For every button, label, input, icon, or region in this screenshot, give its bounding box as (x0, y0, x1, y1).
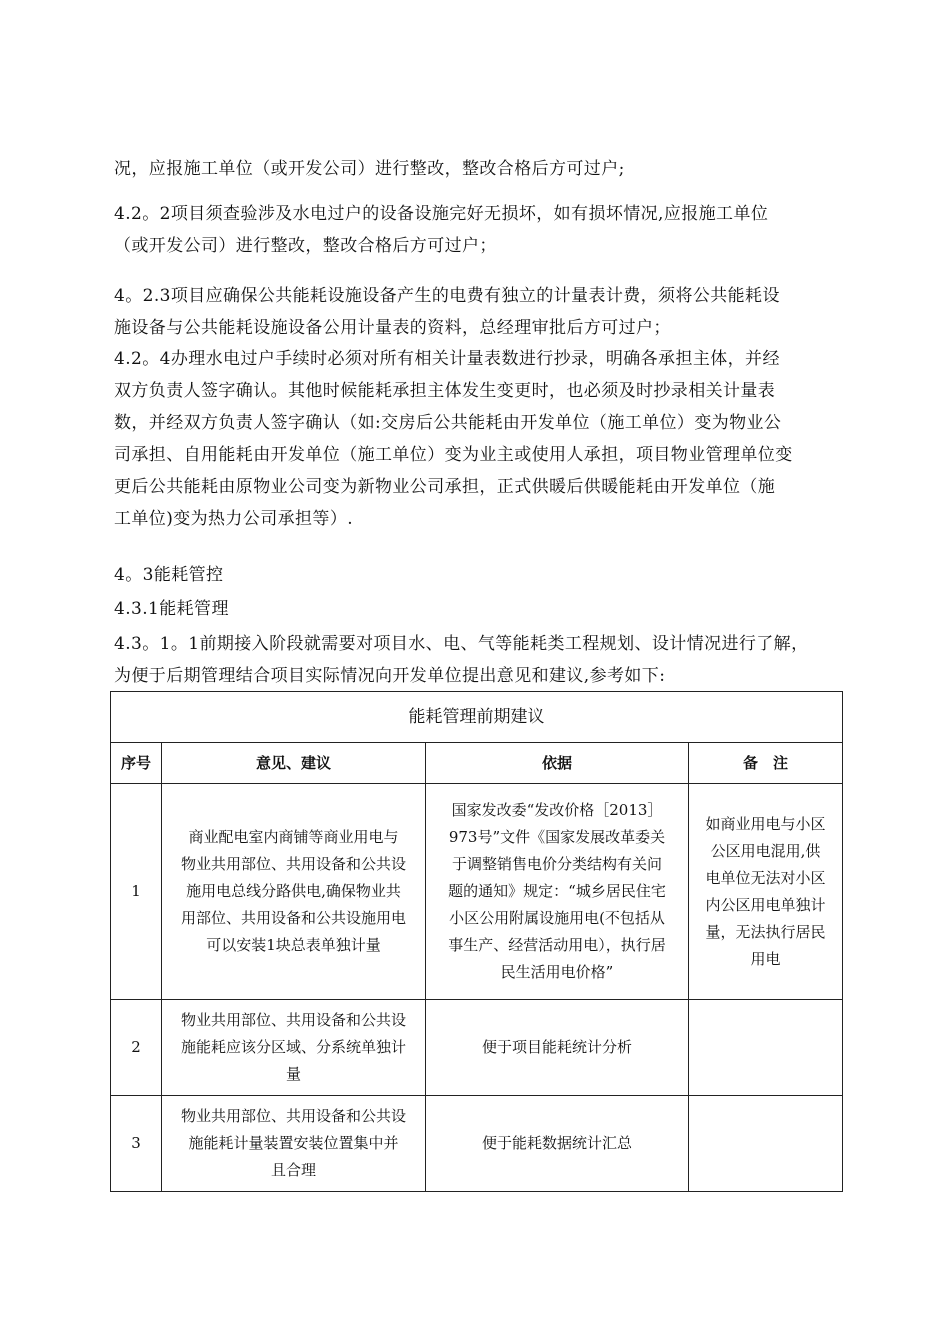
cell-line: 量 (285, 1065, 301, 1083)
text-line: 工单位)变为热力公司承担等）. (114, 509, 354, 529)
cell-line: 物业共用部位、共用设备和公共设 (180, 1011, 406, 1029)
text-line: 4。2.3项目应确保公共能耗设施设备产生的电费有独立的计量表计费，须将公共能耗设 (114, 286, 780, 306)
row-number: 3 (111, 1096, 162, 1192)
basis-cell (426, 784, 689, 1000)
cell-line: 便于能耗数据统计汇总 (481, 1134, 632, 1152)
suggestion-cell (162, 1096, 426, 1192)
cell-line: 量，无法执行居民 (705, 922, 826, 941)
cell-line: 内公区用电单独计 (705, 895, 826, 914)
table-row (111, 1096, 843, 1192)
basis-cell (426, 1096, 689, 1192)
header-remark: 备 注 (689, 743, 843, 784)
cell-line: 于调整销售电价分类结构有关问 (451, 855, 662, 873)
cell-line: 民生活用电价格” (500, 963, 614, 981)
suggestion-cell (162, 1000, 426, 1096)
heading-4-3-1 (114, 593, 844, 625)
text-line: 数，并经双方负责人签字确认（如:交房后公共能耗由开发单位（施工单位）变为物业公 (114, 413, 782, 433)
cell-line: 用电 (750, 949, 781, 968)
text-line: （或开发公司）进行整改，整改合格后方可过户； (114, 236, 497, 256)
basis-cell (426, 1000, 689, 1096)
suggestion-cell (162, 784, 426, 1000)
heading-4-3 (114, 559, 844, 591)
paragraph-rectification (114, 153, 844, 185)
text-line: 4.3。1。1前期接入阶段就需要对项目水、电、气等能耗类工程规划、设计情况进行了解， (114, 634, 809, 654)
cell-line: 且合理 (270, 1161, 316, 1179)
table-caption: 能耗管理前期建议 (111, 692, 843, 743)
text-line: 况，应报施工单位（或开发公司）进行整改，整改合格后方可过户; (114, 159, 625, 179)
remark-cell (689, 784, 843, 1000)
header-basis: 依据 (426, 743, 689, 784)
cell-line: 小区公用附属设施用电(不包括从 (449, 909, 665, 927)
text-line: 为便于后期管理结合项目实际情况向开发单位提出意见和建议,参考如下: (114, 666, 666, 686)
cell-line: 公区用电混用,供 (710, 841, 821, 860)
energy-management-table (110, 691, 843, 1192)
cell-line: 如商业用电与小区 (705, 814, 826, 833)
paragraph-4-2-3 (114, 280, 844, 344)
row-number: 1 (111, 784, 162, 1000)
header-no: 序号 (111, 743, 162, 784)
section-heading: 4.3.1能耗管理 (114, 599, 229, 619)
text-line: 更后公共能耗由原物业公司变为新物业公司承担，正式供暖后供暖能耗由开发单位（施 (114, 477, 776, 497)
cell-line: 用部位、共用设备和公共设施用电 (180, 909, 406, 927)
table-row (111, 1000, 843, 1096)
text-line: 4.2。2项目须查验涉及水电过户的设备设施完好无损坏，如有损坏情况,应报施工单位 (114, 204, 769, 224)
cell-line: 施能耗应该分区域、分系统单独计 (180, 1038, 406, 1056)
cell-line: 973号”文件《国家发展改革委关 (448, 828, 666, 846)
cell-line: 物业共用部位、共用设备和公共设 (180, 1107, 406, 1125)
text-line: 双方负责人签字确认。其他时候能耗承担主体发生变更时，也必须及时抄录相关计量表 (114, 381, 776, 401)
text-line: 4.2。4办理水电过户手续时必须对所有相关计量表数进行抄录，明确各承担主体，并经 (114, 349, 780, 369)
remark-cell (689, 1096, 843, 1192)
cell-line: 便于项目能耗统计分析 (481, 1038, 632, 1056)
cell-line: 商业配电室内商铺等商业用电与 (188, 828, 399, 846)
paragraph-4-2-2 (114, 198, 844, 262)
row-number: 2 (111, 1000, 162, 1096)
cell-line: 物业共用部位、共用设备和公共设 (180, 855, 406, 873)
paragraph-4-3-1-1 (114, 628, 844, 692)
text-line: 施设备与公共能耗设施设备公用计量表的资料，总经理审批后方可过户； (114, 318, 671, 338)
cell-line: 施用电总线分路供电,确保物业共 (186, 882, 401, 900)
cell-line: 可以安装1块总表单独计量 (206, 936, 381, 954)
cell-line: 国家发改委“发改价格［2013］ (451, 801, 663, 819)
remark-cell (689, 1000, 843, 1096)
cell-line: 事生产、经营活动用电），执行居 (448, 936, 666, 954)
paragraph-4-2-4 (114, 343, 844, 535)
section-heading: 4。3能耗管控 (114, 565, 224, 585)
cell-line: 施能耗计量装置安装位置集中并 (188, 1134, 399, 1152)
cell-line: 题的通知》规定：“城乡居民住宅 (448, 882, 666, 900)
text-line: 司承担、自用能耗由开发单位（施工单位）变为业主或使用人承担，项目物业管理单位变 (114, 445, 793, 465)
cell-line: 电单位无法对小区 (705, 868, 826, 887)
table-row (111, 784, 843, 1000)
header-suggestion: 意见、建议 (162, 743, 426, 784)
